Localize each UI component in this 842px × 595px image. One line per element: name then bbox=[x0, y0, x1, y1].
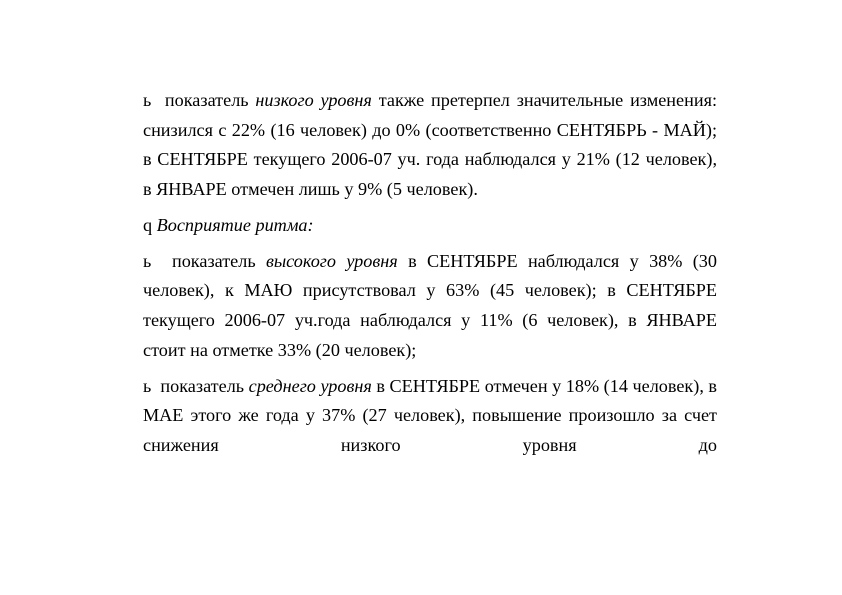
section-heading-text: Восприятие ритма: bbox=[156, 214, 314, 235]
section-heading-rhythm bbox=[143, 211, 717, 241]
paragraph-high-level bbox=[143, 247, 717, 365]
level-name: высокого уровня bbox=[265, 250, 398, 271]
bullet-marker: q bbox=[143, 214, 153, 235]
bullet-marker: ь bbox=[143, 90, 152, 110]
paragraph-text: также претерпел значительные изменения: снизился с 22% (16 человек) до 0% (соответственно СЕНТЯБРЬ - МАЙ); в СЕНТЯБРЕ текущего 2006-07 уч. года наблюдался у 21% (12 человек), в ЯНВАРЕ отмечен лишь у 9% (5 человек). bbox=[143, 90, 717, 199]
indicator-label: показатель bbox=[171, 250, 256, 271]
paragraph-medium-level bbox=[143, 372, 717, 461]
level-name: среднего уровня bbox=[248, 375, 372, 396]
bullet-marker: ь bbox=[143, 250, 152, 271]
paragraph-low-level bbox=[143, 86, 717, 204]
indicator-label: показатель bbox=[164, 90, 249, 110]
level-name: низкого уровня bbox=[255, 90, 372, 110]
document-page bbox=[143, 86, 717, 467]
paragraph-text: в СЕНТЯБРЕ отмечен у 18% (14 человек), в МАЕ этого же года у 37% (27 человек), повышение произошло за счет снижения низкого уровня до bbox=[143, 375, 718, 455]
bullet-marker: ь bbox=[143, 375, 152, 396]
paragraph-text: в СЕНТЯБРЕ наблюдался у 38% (30 человек), к МАЮ присутствовал у 63% (45 человек); в СЕНТЯБРЕ текущего 2006-07 уч.года наблюдался у 11% (6 человек), в ЯНВАРЕ стоит на отметке 33% (20 человек); bbox=[143, 250, 717, 360]
indicator-label: показатель bbox=[160, 375, 245, 396]
